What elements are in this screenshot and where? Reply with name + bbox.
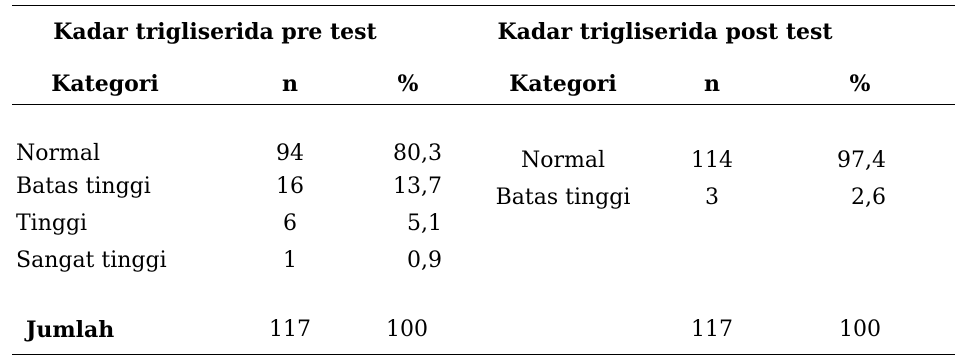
post-row-percent: 2,6: [851, 185, 886, 210]
post-row-kategori: Normal: [520, 148, 606, 173]
post-header-percent: %: [849, 71, 871, 97]
table-bottom-rule: [12, 354, 955, 355]
total-label: Jumlah: [26, 317, 115, 343]
pre-row-n: 16: [276, 174, 304, 199]
pre-row-n: 6: [283, 211, 297, 236]
pre-row-n: 94: [276, 141, 304, 166]
post-row-n: 114: [691, 148, 733, 173]
post-header-kategori: Kategori: [509, 71, 617, 97]
post-row-n: 3: [705, 185, 719, 210]
pre-row-percent: 0,9: [407, 248, 442, 273]
post-row-kategori: Batas tinggi: [495, 185, 631, 210]
post-total-n: 117: [691, 317, 733, 342]
header-bottom-rule: [12, 104, 955, 105]
post-total-percent: 100: [839, 317, 881, 342]
table-top-rule: [12, 5, 955, 6]
pre-total-n: 117: [269, 317, 311, 342]
pre-row-percent: 80,3: [393, 141, 442, 166]
pre-header-kategori: Kategori: [51, 71, 159, 97]
pre-total-percent: 100: [386, 317, 428, 342]
post-row-percent: 97,4: [837, 148, 886, 173]
pre-row-kategori: Normal: [16, 141, 101, 166]
post-header-n: n: [704, 71, 720, 97]
pre-row-kategori: Batas tinggi: [16, 174, 151, 199]
pre-row-percent: 5,1: [407, 211, 442, 236]
pre-row-kategori: Sangat tinggi: [16, 248, 167, 273]
pre-header-percent: %: [397, 71, 419, 97]
post-test-title: Kadar trigliserida post test: [497, 19, 833, 45]
pre-row-kategori: Tinggi: [16, 211, 88, 236]
pre-row-n: 1: [283, 248, 297, 273]
pre-test-title: Kadar trigliserida pre test: [53, 19, 377, 45]
pre-header-n: n: [282, 71, 298, 97]
pre-row-percent: 13,7: [393, 174, 442, 199]
